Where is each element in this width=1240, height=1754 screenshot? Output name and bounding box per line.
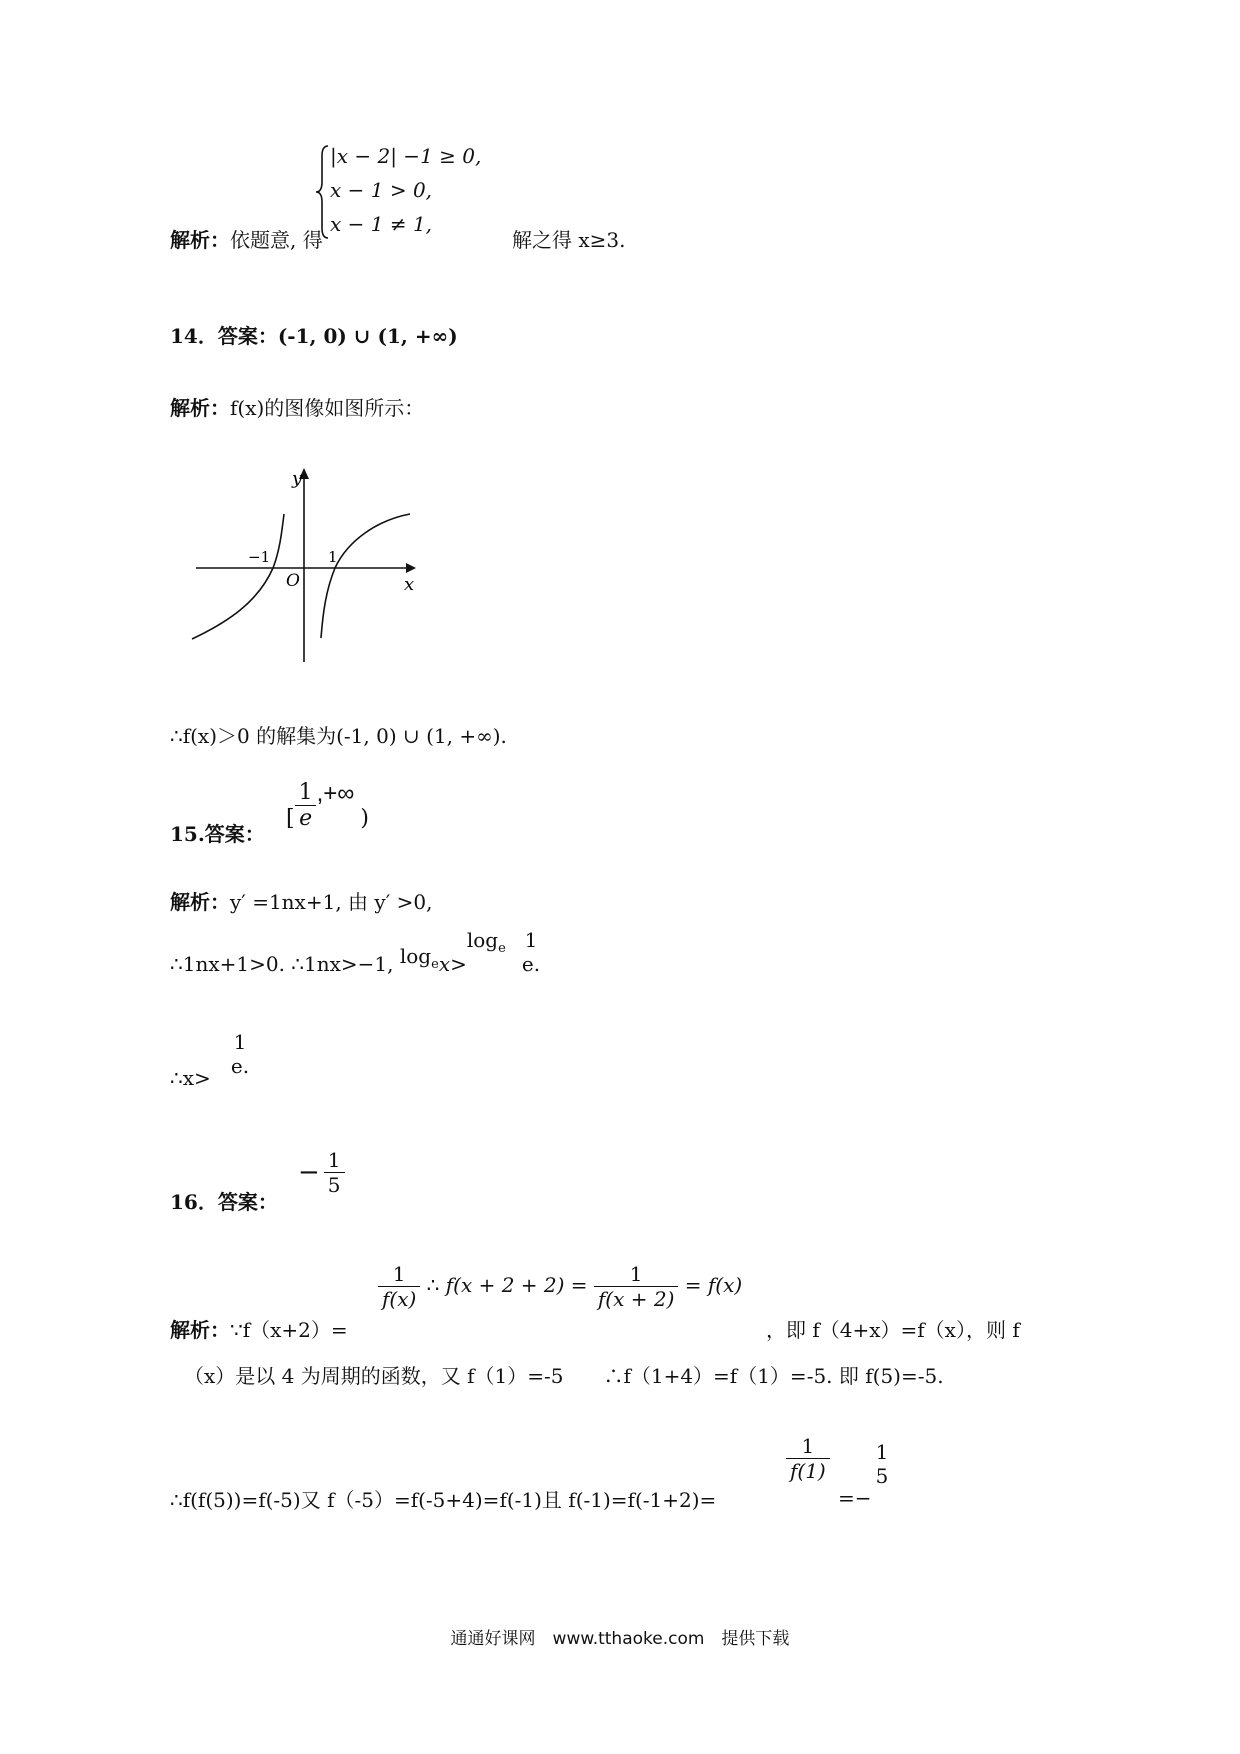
q16-answer-fraction [324, 1148, 345, 1197]
q15-analysis-line1 [170, 886, 432, 915]
q16-frac2-num: 1 [629, 1262, 643, 1286]
q16-line3-fraction1 [786, 1434, 830, 1483]
q15-frac-den: e [295, 805, 316, 831]
q16-analysis-line3 [170, 1484, 716, 1513]
q16-answer-den: 5 [324, 1172, 345, 1197]
q15-analysis-label: 解析： [170, 890, 230, 914]
q16-line1-b: ，即 f（4+x）=f（x），则 f [766, 1318, 1020, 1342]
q16-line3-fraction2 [872, 1440, 892, 1488]
q15-log-base: e [431, 957, 439, 972]
q16-analysis-label: 解析： [170, 1318, 230, 1342]
q13-system-row-3: x − 1 ≠ 1, [330, 212, 433, 236]
x-axis-label: x [404, 574, 415, 595]
q15-log2-word: log [466, 928, 499, 952]
x-axis-arrow-icon [406, 563, 416, 573]
q15-line3-text: ∴x> [170, 1066, 211, 1090]
q15-line2-text: ∴1nx+1>0. ∴1nx>−1, [170, 952, 394, 976]
graph-right-branch [321, 514, 410, 638]
q15-line2-fraction [516, 928, 546, 976]
q13-analysis-line [170, 224, 323, 253]
graph-left-branch [192, 514, 284, 639]
q14-analysis-line [170, 392, 424, 421]
q13-result: 解之得 x≥3. [512, 228, 626, 252]
q16-frac1-num: 1 [392, 1262, 406, 1286]
q15-line3-fraction [226, 1030, 254, 1078]
q16-frac2 [594, 1262, 678, 1311]
q16-line1-math [378, 1262, 742, 1311]
q14-answer-line [170, 320, 458, 349]
q16-frac1-den: f(x) [378, 1286, 420, 1311]
q15-answer-label: 15.答案： [170, 822, 265, 846]
q16-answer-sign: − [298, 1157, 320, 1188]
q13-system-row-2: x − 1 > 0, [330, 178, 433, 202]
q15-line2-frac-num: 1 [524, 928, 538, 952]
tick-label-one: 1 [328, 548, 338, 566]
q16-frac2-den: f(x + 2) [594, 1286, 678, 1311]
q14-analysis-label: 解析： [170, 396, 230, 420]
q16-frac3-den: f(1) [786, 1458, 830, 1483]
q16-therefore: ∴ [426, 1273, 440, 1297]
q16-answer-num: 1 [327, 1148, 341, 1172]
q15-answer [286, 780, 369, 831]
q15-frac-num: 1 [298, 780, 313, 805]
q15-log-x: x> [438, 952, 467, 976]
q15-line1-text: y′ =1nx+1, 由 y′ >0, [230, 890, 433, 914]
q16-line1-lhs: f(x + 2 + 2) = [445, 1273, 588, 1297]
q15-answer-fraction [295, 780, 317, 831]
q15-bracket-close: ) [360, 806, 369, 831]
q15-log2-base: e [498, 941, 506, 956]
q16-answer [298, 1148, 345, 1197]
q16-line1-a: ∵f（x+2）= [230, 1318, 348, 1342]
q16-frac4-num: 1 [875, 1440, 889, 1464]
q15-line3-frac-num: 1 [233, 1030, 247, 1054]
q13-system-row-1: |x − 2| −1 ≥ 0, [330, 144, 482, 168]
q15-analysis-line3 [170, 1066, 211, 1090]
origin-label: O [286, 571, 300, 591]
q14-answer-label: 14．答案： [170, 324, 278, 348]
page-footer: 通通好课网 www.tthaoke.com 提供下载 [450, 1629, 790, 1649]
q16-line1-rhs: = f(x) [684, 1273, 743, 1297]
q15-line3-frac-den: e. [230, 1054, 250, 1078]
q15-analysis-line2 [170, 928, 506, 980]
q14-function-graph [188, 462, 428, 672]
q16-analysis-line1 [170, 1314, 348, 1343]
q16-line3-a: ∴f(f(5))=f(-5)又 f（-5）=f(-5+4)=f(-1)且 f(-1)=f(-1+2)= [170, 1488, 717, 1512]
q15-answer-rest: ,+∞ [316, 780, 355, 807]
q15-bracket-open: [ [286, 806, 295, 831]
q14-analysis-text: f(x)的图像如图所示： [230, 396, 425, 420]
q16-frac1 [378, 1262, 420, 1311]
q16-analysis-line2: （x）是以 4 为周期的函数，又 f（1）=-5 ∴f（1+4）=f（1）=-5. 即 f(5)=-5. [184, 1364, 944, 1388]
q14-answer: (-1, 0) ∪ (1, +∞) [277, 324, 458, 348]
q16-frac3 [786, 1434, 830, 1483]
q15-log2-expr [466, 928, 506, 956]
y-axis-label: y [292, 468, 303, 489]
q14-conclusion: ∴f(x)＞0 的解集为(-1, 0) ∪ (1, +∞). [170, 724, 507, 748]
q16-answer-label: 16．答案： [170, 1190, 278, 1214]
q13-analysis-label: 解析： [170, 228, 230, 252]
q16-frac3-num: 1 [801, 1434, 815, 1458]
q15-line2-frac-den: e. [521, 952, 541, 976]
q16-frac4-den: 5 [875, 1464, 889, 1488]
q13-equation-system [314, 142, 482, 242]
q15-log-expr [399, 944, 439, 972]
q16-line3-eq: =− [838, 1486, 872, 1510]
q13-analysis-text: 依题意, 得 [230, 228, 323, 252]
q15-log-word: log [399, 944, 432, 968]
tick-label-neg-one: −1 [248, 548, 271, 566]
